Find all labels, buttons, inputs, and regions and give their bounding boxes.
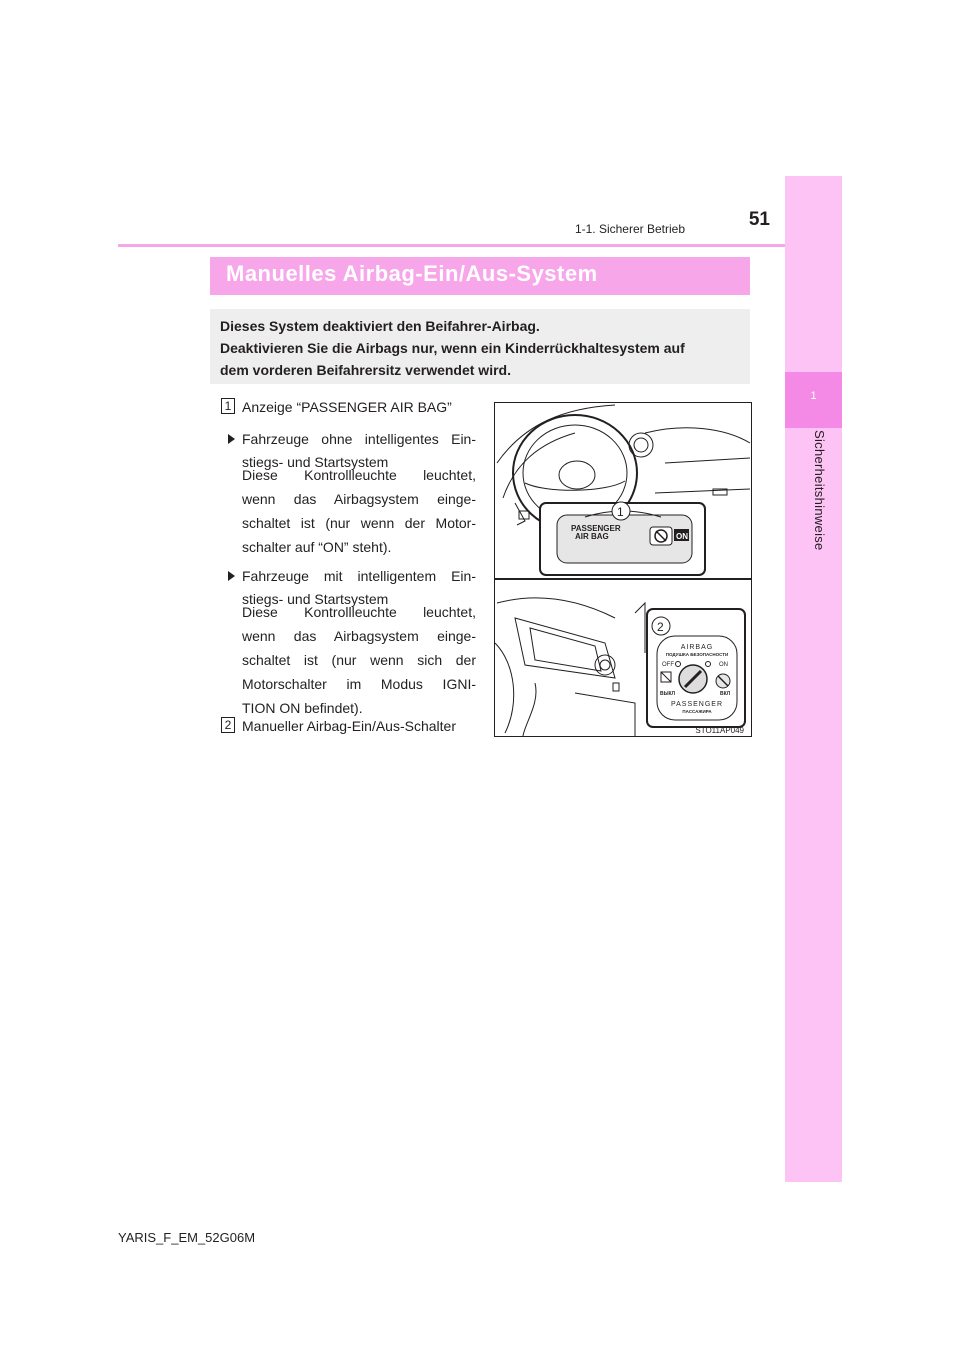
switch-label-passenger-ru: ПАССАЖИРА: [682, 709, 712, 714]
switch-label-on: ON: [719, 662, 728, 668]
item-marker-1: 1: [221, 398, 235, 414]
footer-document-code: YARIS_F_EM_52G06M: [118, 1230, 256, 1245]
switch-label-on-ru: ВКЛ: [720, 691, 731, 697]
intro-box: [210, 309, 750, 384]
bullet1-description: Diese Kontrollleuchte leuchtet, wenn das Airbagsystem einge- schaltet ist (nur wenn der Motor- schalter auf “ON” steht).: [242, 467, 476, 555]
intro-line-2: Deaktivieren Sie die Airbags nur, wenn ein Kinderrückhaltesystem auf: [220, 340, 685, 356]
indicator-label-line2: AIR BAG: [575, 532, 609, 541]
indicator-label-line1: PASSENGER: [571, 524, 621, 533]
switch-label-off: OFF: [662, 662, 674, 668]
bullet2-description: Diese Kontrollleuchte leuchtet, wenn das Airbagsystem einge- schaltet ist (nur wenn sich der Motorschalter im Modus IGNI- TION ON befindet).: [242, 604, 476, 716]
section-title: 1-1. Sicherer Betrieb: [574, 222, 685, 236]
side-tab: [785, 176, 842, 1182]
figure-callout-2: 2: [657, 620, 664, 634]
header-rule: [118, 244, 785, 247]
page-title: Manuelles Airbag-Ein/Aus-System: [226, 261, 598, 286]
intro-line-3: dem vorderen Beifahrersitz verwendet wird.: [220, 362, 511, 378]
bullet1-heading: Fahrzeuge ohne intelligentes Ein- stiegs- und Startsystem: [242, 431, 476, 470]
title-bar: [210, 257, 750, 295]
switch-label-airbag: AIRBAG: [680, 644, 714, 651]
switch-label-airbag-ru: ПОДУШКА БЕЗОПАСНОСТИ: [665, 652, 729, 657]
figure-callout-1: 1: [617, 505, 624, 519]
side-tab-number: 1: [810, 390, 817, 402]
figure-airbag-system: [494, 402, 752, 737]
item1-title: Anzeige “PASSENGER AIR BAG”: [242, 399, 452, 415]
item2-title: Manueller Airbag-Ein/Aus-Schalter: [242, 718, 456, 734]
switch-label-off-ru: ВЫКЛ: [660, 691, 676, 697]
glovebox-drawing: [495, 598, 645, 736]
switch-label-passenger: PASSENGER: [670, 701, 724, 708]
figure-illustration: [495, 403, 751, 736]
item-marker-2: 2: [221, 717, 235, 733]
side-tab-label: Sicherheitshinweise: [812, 430, 827, 551]
intro-line-1: Dieses System deaktiviert den Beifahrer-Airbag.: [220, 318, 540, 334]
bullet-icon: [228, 434, 235, 444]
bullet-icon: [228, 571, 235, 581]
figure-code: STO11AP049: [695, 726, 744, 735]
page-number: 51: [748, 209, 770, 230]
bullet2-heading: Fahrzeuge mit intelligentem Ein- stiegs- und Startsystem: [242, 568, 476, 607]
indicator-on-label: ON: [676, 532, 688, 541]
